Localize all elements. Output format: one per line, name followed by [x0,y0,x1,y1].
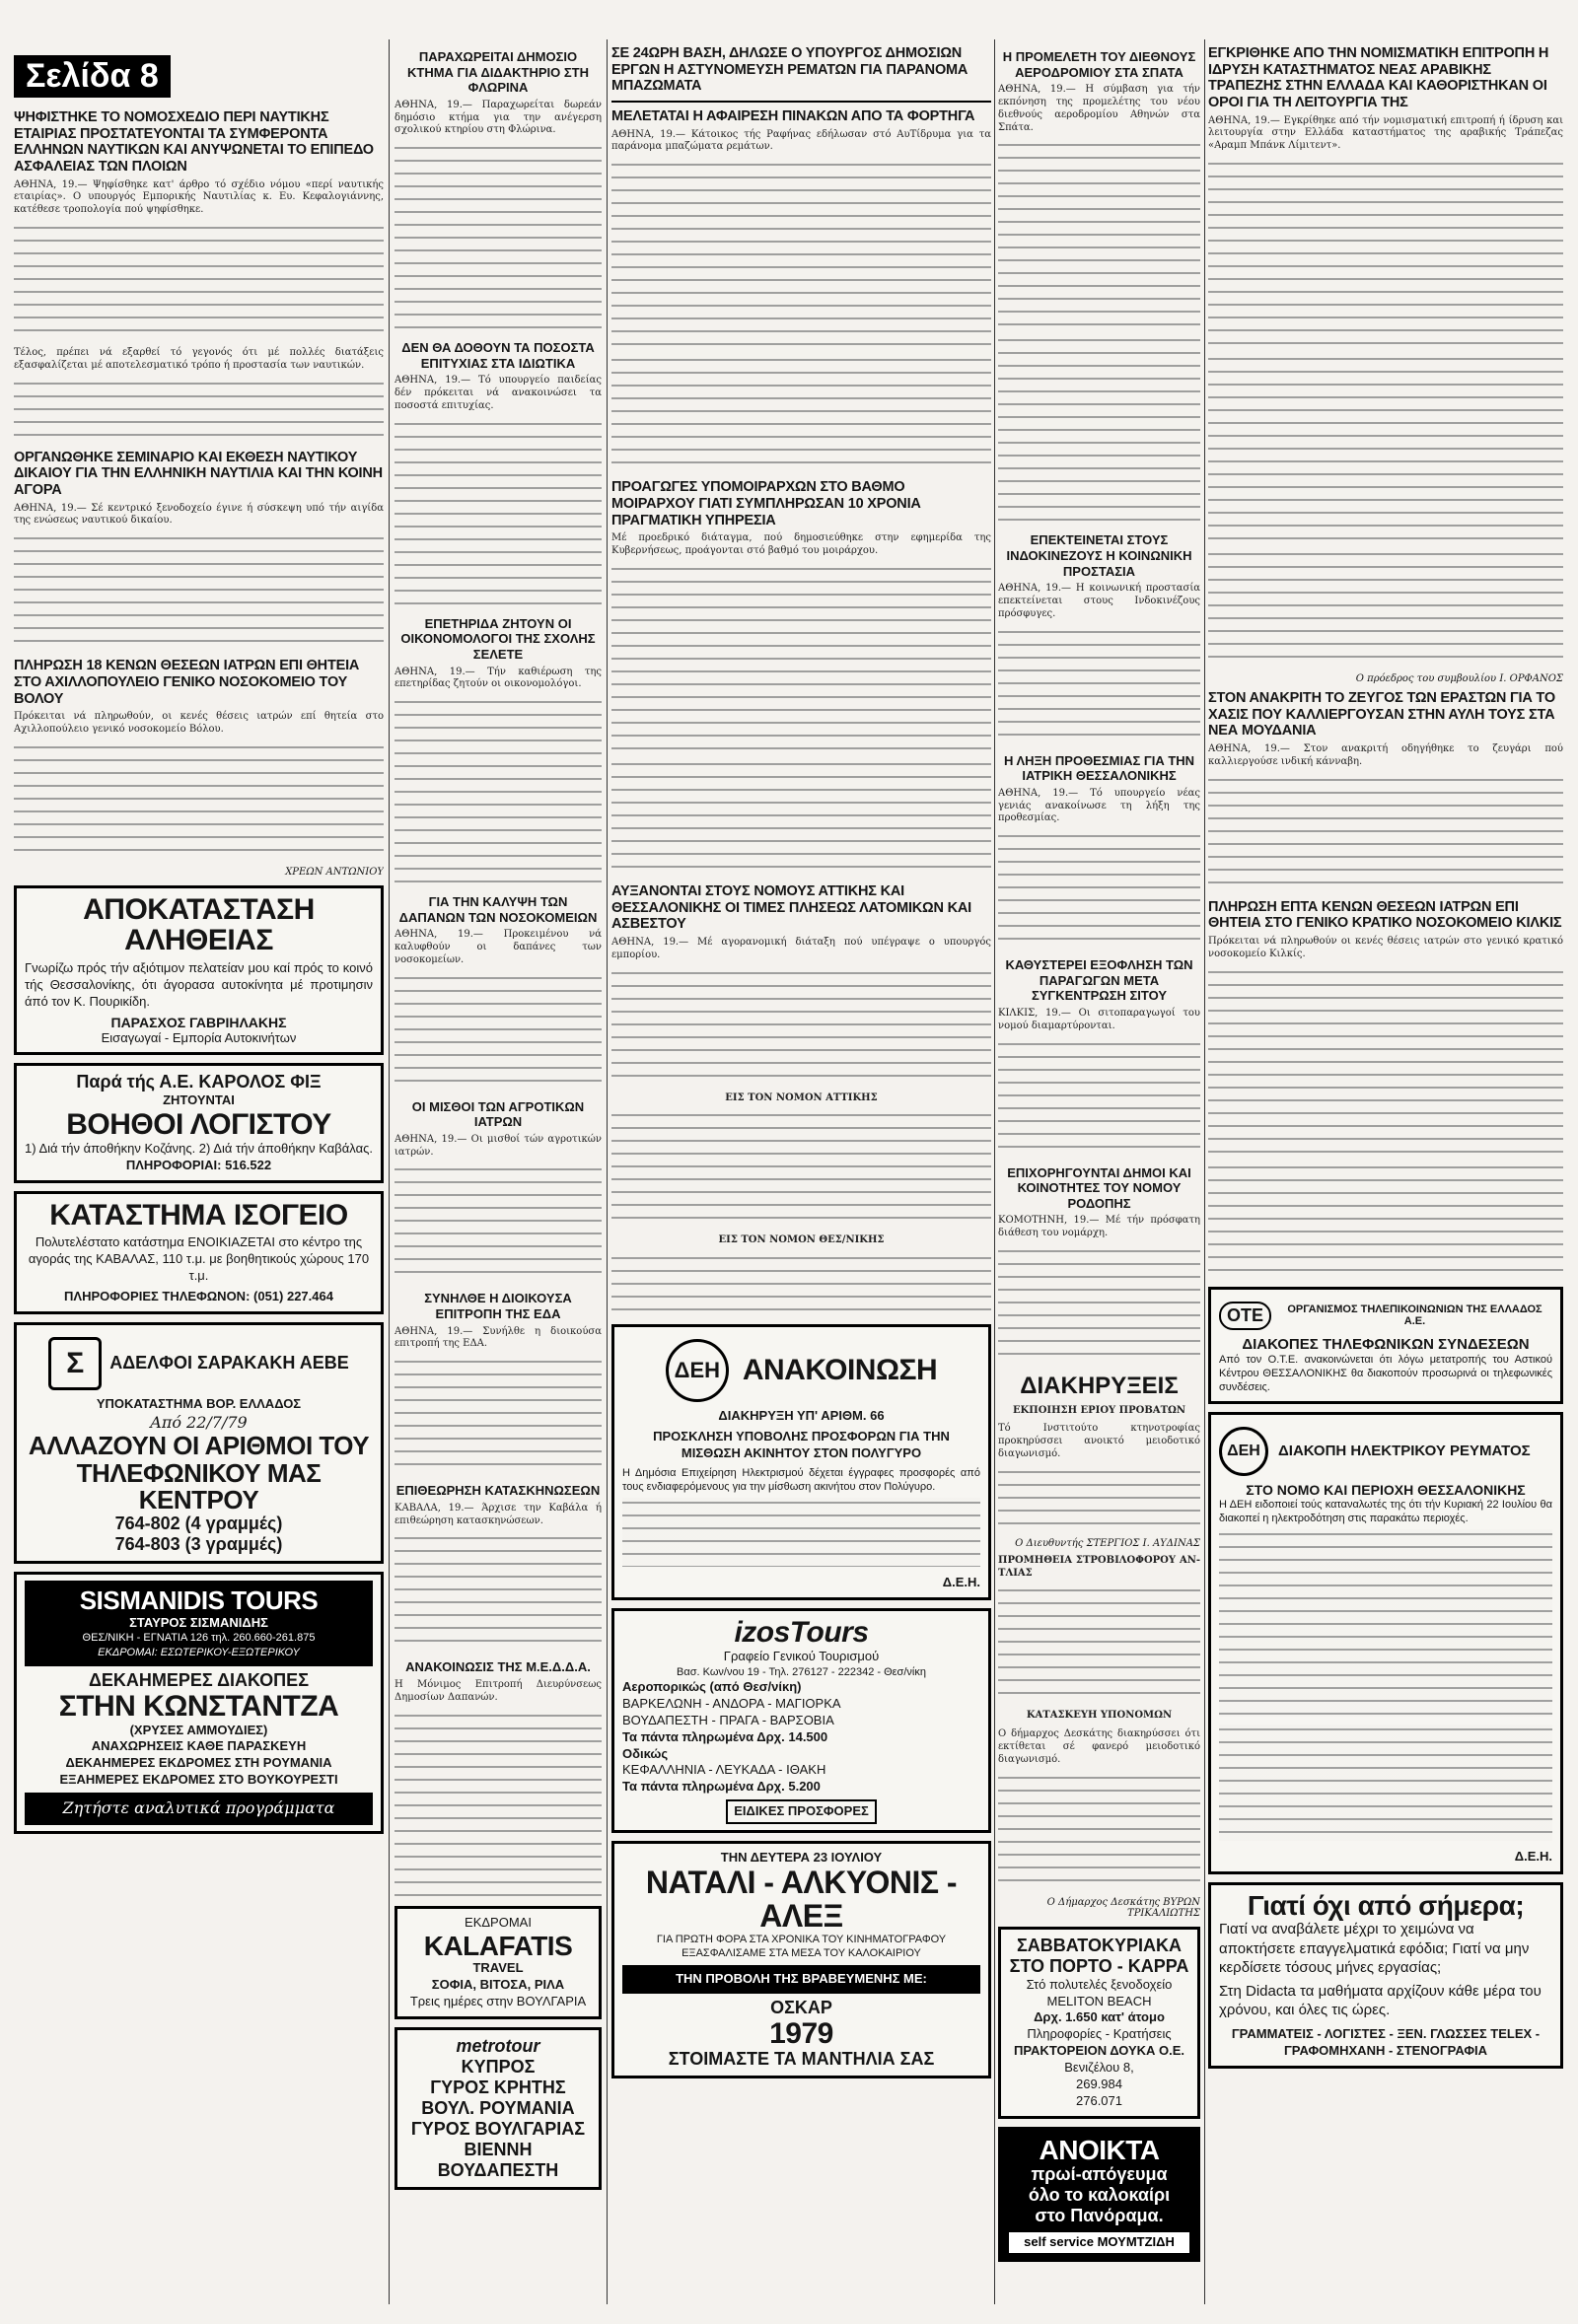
ad-title: ΣΑΒΒΑΤΟΚΥΡΙΑΚΑ ΣΤΟ ΠΟΡΤΟ - ΚΑΡΡΑ [1009,1935,1189,1976]
article-text: Πρόκειται νά πληρωθούν, οι κενές θέσεις ιατρών επί θητεία στο Αχιλλοπούλειο γενικό νοσοκομείο Βόλου. [14,711,384,736]
ad-hotel: Στό πολυτελές ξενοδοχείο MELITON BEACH [1026,1976,1173,2008]
ad-apokatastasi [14,885,384,1056]
article-text-block [14,533,384,650]
article-text-block [394,697,602,884]
ad-line: Τα πάντα πληρωμένα Δρχ. 14.500 [622,1728,828,1744]
headline: ΠΡΟΑΓΩΓΕΣ ΥΠΟΜΟΙΡΑΡΧΩΝ ΣΤΟ ΒΑΘΜΟ ΜΟΙΡΑΡΧΟΥ ΓΙΑΤΙ ΣΥΜΠΛΗΡΩΣΑΝ 10 ΧΡΟΝΙΑ ΠΡΑΓΜΑΤΙΚΗ ΥΠΗΡΕΣΙΑ [611,479,921,528]
article-text: ΑΘΗΝΑ, 19.— Η κοινωνική προστασία επεκτείνεται στους Ινδοκινέζους πρόσφυγες. [998,583,1200,619]
article-text-block [611,759,991,876]
ad-line: ΔΕΚΑΗΜΕΡΕΣ ΕΚΔΡΟΜΕΣ ΣΤΗ ΡΟΥΜΑΝΙΑ [65,1755,332,1771]
column-4 [998,39,1200,2314]
headline: ΕΠΙΧΟΡΗΓΟΥΝΤΑΙ ΔΗΜΟΙ ΚΑΙ ΚΟΙΝΟΤΗΤΕΣ ΤΟΥ ΝΟΜΟΥ ΡΟΔΟΠΗΣ [1007,1164,1191,1211]
article-text-block [998,831,1200,948]
article-text: Μέ προεδρικό διάταγμα, πού δημοσιεύθηκε στην εφημερίδα της Κυβερνήσεως, προάγονται στό βαθμό του μοιράρχου. [611,532,991,557]
ad-tag: TRAVEL [472,1959,524,1975]
article-signature: Ο Διευθυντής ΣΤΕΡΓΙΟΣ Ι. ΑΥΔΙΝΑΣ [1015,1537,1200,1549]
article-text-block [394,143,602,330]
subhead: ΚΑΤΑΣΚΕΥΗ ΥΠΟΝΟΜΩΝ [1026,1710,1173,1722]
ad-line: ΔΕΚΑΗΜΕΡΕΣ ΔΙΑΚΟΠΕΣ [88,1670,309,1691]
ad-date: ΤΗΝ ΔΕΥΤΕΡΑ 23 ΙΟΥΛΙΟΥ [720,1850,883,1866]
ad-text: Τρεις ημέρες στην ΒΟΥΛΓΑΡΙΑ [409,1993,587,2008]
headline: ΕΠΕΤΗΡΙΔΑ ΖΗΤΟΥΝ ΟΙ ΟΙΚΟΝΟΜΟΛΟΓΟΙ ΤΗΣ ΣΧΟΛΗΣ ΣΕΛΕΤΕ [400,615,596,662]
ad-line: στο Πανόραμα. [1035,2206,1164,2226]
article-text-block [1208,967,1563,1155]
headline: ΓΙΑ ΤΗΝ ΚΑΛΥΨΗ ΤΩΝ ΔΑΠΑΝΩΝ ΤΩΝ ΝΟΣΟΚΟΜΕΙΩΝ [398,894,598,925]
ad-sign: Δ.Ε.Η. [1514,1849,1552,1865]
ote-logo: ΟΤΕ [1219,1302,1271,1330]
ad-banner [622,1965,980,1994]
article-text-block [998,140,1200,327]
ad-line: ΚΕΦΑΛΛΗΝΙΑ - ΛΕΥΚΑΔΑ - ΙΘΑΚΗ [622,1762,826,1778]
ad-year: 1979 [769,2016,833,2050]
ad-text: Η ΔΕΗ ειδοποιεί τούς καταναλωτές της ότι τήν Κυριακή 22 Ιουλίου θα διακοπεί η ηλεκτροδότηση στις παρακάτω περιοχές. [1219,1498,1552,1524]
ad-line: πρωί-απόγευμα [1031,2164,1168,2185]
subhead: ΕΚΠΟΙΗΣΗ ΕΡΙΟΥ ΠΡΟΒΑΤΩΝ [1012,1404,1186,1416]
article-text: ΑΘΗΝΑ, 19.— Στον ανακριτή οδηγήθηκε το ζευγάρι πού καλλιεργούσε ινδική κάνναβη. [1208,743,1563,767]
ad-text: Πολυτελέστατο κατάστημα ΕΝΟΙΚΙΑΖΕΤΑΙ στο κέντρο της αγοράς της ΚΑΒΑΛΑΣ, 110 τ.μ. με βοηθητικούς χώρους 170 τ.μ. [28,1234,370,1283]
ad-tag: ΕΚΔΡΟΜΑΙ: ΕΣΩΤΕΡΙΚΟΥ-ΕΞΩΤΕΡΙΚΟΥ [98,1646,300,1658]
article-text-block [394,1164,602,1281]
article-text-block [998,1039,1200,1156]
ad-didacta [1208,1882,1563,2069]
article-text-block [394,1711,602,1898]
article-signature: Ο πρόεδρος του συμβουλίου Ι. ΟΡΦΑΝΟΣ [1355,673,1563,685]
article-text-block [998,1773,1200,1889]
ad-dest: ΣΟΦΙΑ, ΒΙΤΟΣΑ, ΡΙΛΑ [431,1976,565,1992]
ad-line: 1) Διά τήν άποθήκην Κοζάνης. 2) Διά τήν άποθήκην Καβάλας. [25,1140,373,1156]
article-text: ΑΘΗΝΑ, 19.— Εγκρίθηκε από τήν νομισματική επιτροπή ή ίδρυση και λειτουργία στην Ελλάδα καταστήματος της αραβικής Τράπεζας «Αραμπ Μπάνκ Λίμιτεντ». [1208,114,1563,152]
article-text: ΑΘΗΝΑ, 19.— Οι μισθοί τών αγροτικών ιατρών. [394,1133,602,1158]
ad-small: ΕΚΔΡΟΜΑΙ [465,1914,532,1930]
ad-text: Από τον Ο.Τ.Ε. ανακοινώνεται ότι λόγω μετατροπής του Αστικού Κέντρου ΘΕΣΣΑΛΟΝΙΚΗΣ θα διακοπούν προσωρινά οι τηλεφωνικές συνδέσεις. [1219,1353,1552,1394]
ad-izos-tours [611,1608,991,1833]
ad-road: Οδικώς [622,1745,669,1761]
ad-text: Στη Didacta τα μαθήματα αρχίζουν κάθε μέρα του χρόνου, και όλες τις ώρες. [1219,1982,1542,2019]
ad-company: metrotour [456,2035,540,2056]
headline: ΟΙ ΜΙΣΘΟΙ ΤΩΝ ΑΓΡΟΤΙΚΩΝ ΙΑΤΡΩΝ [411,1098,585,1130]
ad-title: ΑΛΛΑΖΟΥΝ ΟΙ ΑΡΙΘΜΟΙ ΤΟΥ ΤΗΛΕΦΩΝΙΚΟΥ ΜΑΣ ΚΕΝΤΡΟΥ [28,1431,370,1514]
article-text: ΚΟΜΟΤΗΝΗ, 19.— Μέ τήν πρόσφατη διάθεση του νομάρχη. [998,1215,1200,1239]
ad-agency: ΠΡΑΚΤΟΡΕΙΟΝ ΔΟΥΚΑ Ο.Ε. [1013,2043,1185,2059]
ad-signer-role: Εισαγωγαί - Εμπορία Αυτοκινήτων [101,1029,297,1045]
article-text-block [1208,549,1563,666]
ad-phone: 764-803 (3 γραμμές) [114,1534,283,1555]
ad-title: Γιατί όχι από σήμερα; [1247,1890,1525,1921]
headline: ΔΕΝ ΘΑ ΔΟΘΟΥΝ ΤΑ ΠΟΣΟΣΤΑ ΕΠΙΤΥΧΙΑΣ ΣΤΑ ΙΔΙΩΤΙΚΑ [401,340,595,371]
article-text: ΑΘΗΝΑ, 19.— Κάτοικος τής Ραφήνας εδήλωσαν στό ΑυΤίδρυμα για τα παράνομα μπαζώματα ρεμάτων. [611,128,991,153]
article-text: ΑΘΗΝΑ, 19.— Συνήλθε η διοικούσα επιτροπή της ΕΔΑ. [394,1325,602,1350]
ad-info: Πληροφορίες - Κρατήσεις [1027,2026,1172,2042]
headline: ΠΑΡΑΧΩΡΕΙΤΑΙ ΔΗΜΟΣΙΟ ΚΤΗΜΑ ΓΙΑ ΔΙΔΑΚΤΗΡΙΟ ΣΤΗ ΦΛΩΡΙΝΑ [406,49,590,96]
ad-phone: ΠΛΗΡΟΦΟΡΙΕΣ ΤΗΛΕΦΩΝΟΝ: (051) 227.464 [64,1288,333,1303]
article-text-block [998,1585,1200,1702]
ad-line: ΖΗΤΟΥΝΤΑΙ [163,1092,235,1108]
article-text: ΑΘΗΝΑ, 19.— Η σύμβαση για τήν εκπόνηση της προμελέτης του νέου διεθνούς αεροδρομίου Αθηνών στα Σπάτα. [998,84,1200,133]
ad-film [611,1841,991,2078]
article-signature: Ο Δήμαρχος Δεσκάτης ΒΥΡΩΝ ΤΡΙΚΑΛΙΩΤΗΣ [1046,1896,1200,1919]
ad-line: ΓΥΡΟΣ ΒΟΥΛΓΑΡΙΑΣ [410,2118,586,2139]
ad-heading: ΣΤΟ ΝΟΜΟ ΚΑΙ ΠΕΡΙΟΧΗ ΘΕΣΣΑΛΟΝΙΚΗΣ [1246,1481,1526,1498]
ad-phone: 764-802 (4 γραμμές) [114,1514,283,1534]
article-text: Ο δήμαρχος Δεσκάτης διακηρύσσει ότι εκτίθεται σέ φανερό μειοδοτικό διαγωνισμό. [998,1728,1200,1765]
headline: ΜΕΛΕΤΑΤΑΙ Η ΑΦΑΙΡΕΣΗ ΠΙΝΑΚΩΝ ΑΠΟ ΤΑ ΦΟΡΤΗΓΑ [611,108,975,125]
article-text-block [998,1246,1200,1363]
article-text-block [394,973,602,1090]
article-text: ΑΘΗΝΑ, 19.— Τό υπουργείο παιδείας δέν πρόκειται νά ανακοινώσει τα ποσοστά επιτυχίας. [394,375,602,411]
ad-text-block [1219,1529,1552,1717]
article-text: ΑΘΗΝΑ, 19.— Προκειμένου νά καλυφθούν οι δαπάνες των νοσοκομείων. [394,929,602,965]
headline: ΟΡΓΑΝΩΘΗΚΕ ΣΕΜΙΝΑΡΙΟ ΚΑΙ ΕΚΘΕΣΗ ΝΑΥΤΙΚΟΥ ΔΙΚΑΙΟΥ ΓΙΑ ΤΗΝ ΕΛΛΗΝΙΚΗ ΝΑΥΤΙΛΙΑ ΚΑΙ ΤΗΝ ΚΟΙΝΗ ΑΓΟΡΑ [14,449,383,499]
ad-karolos-fix [14,1063,384,1182]
article-text-block [1208,1162,1563,1279]
headline: ΑΝΑΚΟΙΝΩΣΙΣ ΤΗΣ Μ.Ε.Δ.Δ.Α. [405,1659,591,1675]
ad-branch: ΥΠΟΚΑΤΑΣΤΗΜΑ ΒΟΡ. ΕΛΛΑΔΟΣ [96,1395,302,1411]
page-number: Σελίδα 8 [14,55,171,98]
ad-sarakakis [14,1322,384,1565]
article-text: Η Μόνιμος Επιτροπή Διευρύνσεως Δημοσίων Δαπανών. [394,1679,602,1703]
ad-line: (ΧΡΥΣΕΣ ΑΜΜΟΥΔΙΕΣ) [129,1722,268,1737]
subhead: ΕΙΣ ΤΟΝ ΝΟΜΟΝ ΑΤΤΙΚΗΣ [725,1092,878,1103]
ad-kalafatis-travel [394,1906,602,2019]
article-text-block [611,1110,991,1227]
article-text-block [998,627,1200,743]
headline: ΨΗΦΙΣΤΗΚΕ ΤΟ ΝΟΜΟΣΧΕΔΙΟ ΠΕΡΙ ΝΑΥΤΙΚΗΣ ΕΤΑΙΡΙΑΣ ΠΡΟΣΤΑΤΕΥΟΝΤΑΙ ΤΑ ΣΥΜΦΕΡΟΝΤΑ ΕΛΛΗΝΩΝ ΝΑΥΤΙΚΩΝ ΚΑΙ ΑΝΥΨΩΝΕΤΑΙ ΤΟ ΕΠΙΠΕΔΟ ΑΣΦΑΛΕΙΑΣ ΤΩΝ ΠΛΟΙΩΝ [14,109,374,176]
column-rule [389,39,390,2304]
ad-phone: 276.071 [1076,2092,1122,2108]
ad-line: ΓΥΡΟΣ ΚΡΗΤΗΣ [430,2077,566,2097]
article-text-block [611,355,991,471]
ad-line: Τα πάντα πληρωμένα Δρχ. 5.200 [622,1779,821,1795]
ad-title: ΔΙΑΚΟΠΗ ΗΛΕΚΤΡΙΚΟΥ ΡΕΥΜΑΤΟΣ [1278,1443,1531,1460]
ad-company: SISMANIDIS TOURS [79,1585,319,1616]
ad-signer: ΠΑΡΑΣΧΟΣ ΓΑΒΡΙΗΛΑΚΗΣ [110,1014,287,1030]
ad-company: KALAFATIS [423,1930,573,1961]
headline: ΕΠΕΚΤΕΙΝΕΤΑΙ ΣΤΟΥΣ ΙΝΔΟΚΙΝΕΖΟΥΣ Η ΚΟΙΝΩΝΙΚΗ ΠΡΟΣΤΑΣΙΑ [1006,532,1192,579]
ad-sismanidis-tours [14,1572,384,1834]
ad-line: ΕΞΑΗΜΕΡΕΣ ΕΚΔΡΟΜΕΣ ΣΤΟ ΒΟΥΚΟΥΡΕΣΤΙ [59,1772,338,1788]
article-text: ΚΙΛΚΙΣ, 19.— Οι σιτοπαραγωγοί του νομού διαμαρτύρονται. [998,1007,1200,1031]
article-text: ΑΘΗΝΑ, 19.— Παραχωρείται δωρεάν δημόσιο κτήμα για την ανέγερση σχολικού κτηρίου στη Φλώρινα. [394,99,602,136]
ad-badge: ΕΙΔΙΚΕΣ ΠΡΟΣΦΟΡΕΣ [726,1799,877,1824]
article-text-block [998,1467,1200,1530]
ad-anoikta [998,2127,1200,2262]
headline: ΣΕ 24ΩΡΗ ΒΑΣΗ, ΔΗΛΩΣΕ Ο ΥΠΟΥΡΓΟΣ ΔΗΜΟΣΙΩΝ ΕΡΓΩΝ Η ΑΣΤΥΝΟΜΕΥΣΗ ΡΕΜΑΤΩΝ ΓΙΑ ΠΑΡΑΝΟΜΑ ΜΠΑΖΩΜΑΤΑ [611,45,968,95]
ad-banner-text: ΤΗΝ ΠΡΟΒΟΛΗ ΤΗΣ ΒΡΑΒΕΥΜΕΝΗΣ ΜΕ: [676,1970,927,1986]
subhead: ΕΙΣ ΤΟΝ ΝΟΜΟΝ ΘΕΣ/ΝΙΚΗΣ [718,1234,885,1246]
ad-footer: ΓΡΑΜΜΑΤΕΙΣ - ΛΟΓΙΣΤΕΣ - ΞΕΝ. ΓΛΩΣΣΕΣ TELEX - ΓΡΑΦΟΜΗΧΑΝΗ - ΣΤΕΝΟΓΡΑΦΙΑ [1231,2025,1541,2058]
ad-title: ΣΤΗΝ ΚΩΝΣΤΑΝΤΖΑ [58,1690,339,1724]
article-text-block [611,968,991,1085]
ad-date: Από 22/7/79 [150,1412,248,1432]
ad-line: ΒΟΥΔΑΠΕΣΤΗ - ΠΡΑΓΑ - ΒΑΡΣΟΒΙΑ [622,1712,834,1727]
article-text-block [1208,159,1563,346]
ad-isogeio [14,1191,384,1314]
headline: Η ΛΗΞΗ ΠΡΟΘΕΣΜΙΑΣ ΓΙΑ ΤΗΝ ΙΑΤΡΙΚΗ ΘΕΣΣΑΛΟΝΙΚΗΣ [1003,752,1195,784]
article-text-block [394,1357,602,1473]
ad-owner: ΣΤΑΥΡΟΣ ΣΙΣΜΑΝΙΔΗΣ [129,1614,268,1630]
ad-address: Γραφείο Γενικού Τουρισμού [723,1648,880,1663]
ad-sub: ΓΙΑ ΠΡΩΤΗ ΦΟΡΑ ΣΤΑ ΧΡΟΝΙΚΑ ΤΟΥ ΚΙΝΗΜΑΤΟΓΡΑΦΟΥ ΕΞΑΣΦΑΛΙΣΑΜΕ ΣΤΑ ΜΕΣΑ ΤΟΥ ΚΑΛΟΚΑΙΡΙΟΥ [656,1934,947,1960]
article-text: Πρόκειται νά πληρωθούν οι κενές θέσεις ιατρών στο γενικό κρατικό νοσοκομείο Κιλκίς. [1208,936,1563,959]
headline: ΠΛΗΡΩΣΗ ΕΠΤΑ ΚΕΝΩΝ ΘΕΣΕΩΝ ΙΑΤΡΩΝ ΕΠΙ ΘΗΤΕΙΑ ΣΤΟ ΓΕΝΙΚΟ ΚΡΑΤΙΚΟ ΝΟΣΟΚΟΜΕΙΟ ΚΙΛΚΙΣ [1208,898,1562,932]
article-text: ΑΘΗΝΑ, 19.— Μέ αγορανομική διάταξη πού υπέγραψε ο υπουργός εμπορίου. [611,936,991,960]
ad-title: ΝΑΤΑΛΙ - ΑΛΚΥΟΝΙΣ - ΑΛΕΞ [645,1864,958,1934]
article-text-block [394,419,602,606]
article-text-block [611,160,991,347]
ad-price: Δρχ. 1.650 κατ' άτομο [1034,2009,1165,2025]
ad-line: ΑΝΑΧΩΡΗΣΕΙΣ ΚΑΘΕ ΠΑΡΑΣΚΕΥΗ [91,1738,307,1754]
headline: ΣΤΟΝ ΑΝΑΚΡΙΤΗ ΤΟ ΖΕΥΓΟΣ ΤΩΝ ΕΡΑΣΤΩΝ ΓΙΑ ΤΟ ΧΑΣΙΣ ΠΟΥ ΚΑΛΛΙΕΡΓΟΥΣΑΝ ΣΤΗΝ ΑΥΛΗ ΤΟΥΣ ΣΤΑ ΝΕΑ ΜΟΥΔΑΝΙΑ [1208,690,1555,739]
ad-deh-diakopi [1208,1412,1563,1874]
column-1 [14,55,384,2314]
article-text-block [611,1253,991,1316]
ad-text-block [1219,1725,1552,1841]
article-text-block [1208,775,1563,891]
article-text-block [998,335,1200,523]
deh-logo: ΔΕΗ [666,1339,729,1402]
column-5 [1208,39,1563,2314]
ad-sub: ΔΙΑΚΗΡΥΞΗ ΥΠ' ΑΡΙΘΜ. 66 [718,1408,885,1424]
ad-address: Βενιζέλου 8, [1064,2060,1134,2076]
ad-text-block [622,1498,980,1567]
ad-phone: Βασ. Κων/νου 19 - Τηλ. 276127 - 222342 - Θεσ/νίκη [677,1665,926,1678]
ad-org: ΟΡΓΑΝΙΣΜΟΣ ΤΗΛΕΠΙΚΟΙΝΩΝΙΩΝ ΤΗΣ ΕΛΛΑΔΟΣ Α.Ε. [1287,1303,1542,1328]
article-text: ΚΑΒΑΛΑ, 19.— Άρχισε την Καβάλα ή επιθεώρηση κατασκηνώσεων. [394,1502,602,1526]
ad-metrotour [394,2027,602,2190]
headline: ΣΥΝΗΛΘΕ Η ΔΙΟΙΚΟΥΣΑ ΕΠΙΤΡΟΠΗ ΤΗΣ ΕΔΑ [424,1291,572,1322]
ad-title: ΑΠΟΚΑΤΑΣΤΑΣΗ ΑΛΗΘΕΙΑΣ [83,892,315,957]
ad-company: ΑΔΕΛΦΟΙ ΣΑΡΑΚΑΚΗ ΑΕΒΕ [109,1353,349,1373]
ad-porto-karras [998,1927,1200,2119]
ad-phone: 269.984 [1076,2076,1122,2091]
article-text: ΑΘΗΝΑ, 19.— Τήν καθιέρωση της επετηρίδας ζητούν οι οικονομολόγοι. [394,666,602,690]
ad-address: ΘΕΣ/ΝΙΚΗ - ΕΓΝΑΤΙΑ 126 τηλ. 260.660-261.875 [82,1632,316,1645]
ad-oscar: ΟΣΚΑΡ [770,1997,832,2017]
ad-title: ΔΙΑΚΟΠΕΣ ΤΗΛΕΦΩΝΙΚΩΝ ΣΥΝΔΕΣΕΩΝ [1242,1335,1530,1353]
headline: ΑΥΞΑΝΟΝΤΑΙ ΣΤΟΥΣ ΝΟΜΟΥΣ ΑΤΤΙΚΗΣ ΚΑΙ ΘΕΣΣΑΛΟΝΙΚΗΣ ΟΙ ΤΙΜΕΣ ΠΛΗΣΕΩΣ ΛΑΤΟΜΙΚΩΝ ΚΑΙ ΑΣΒΕΣΤΟΥ [611,882,971,933]
ad-footer-text: Ζητήστε αναλυτικά προγράμματα [62,1798,335,1818]
article-text: Τέλος, πρέπει νά εξαρθεί τό γεγονός ότι μέ πολλές διατάξεις εξασφαλίζεται μέ αποτελεσματικό τρόπο ή προστασία των ναυτικών. [14,347,384,371]
ad-line: ΚΥΠΡΟΣ [461,2056,536,2077]
ad-text: Η Δημόσια Επιχείρηση Ηλεκτρισμού δέχεται έγγραφες προσφορές από τους ενδιαφερόμενους για την μίσθωση ακινήτου στον Πολύγυρο. [622,1466,980,1494]
ad-line: ΒΑΡΚΕΛΩΝΗ - ΑΝΔΟΡΑ - ΜΑΓΙΟΡΚΑ [622,1695,841,1711]
article-text-block [14,379,384,442]
headline: Η ΠΡΟΜΕΛΕΤΗ ΤΟΥ ΔΙΕΘΝΟΥΣ ΑΕΡΟΔΡΟΜΙΟΥ ΣΤΑ ΣΠΑΤΑ [1002,49,1196,80]
ad-company: izosTours [734,1616,869,1650]
ad-line: όλο το καλοκαίρι [1028,2185,1171,2206]
ad-ote [1208,1287,1563,1404]
article-text: ΑΘΗΝΑ, 19.— Σέ κεντρικό ξενοδοχείο έγινε ή σύσκεψη υπό τήν αιγίδα της ενώσεως ναυτικού δικαίου. [14,502,384,527]
ad-header [25,1581,373,1666]
article-text: Τό Ινστιτούτο κτηνοτροφίας προκηρύσσει ανοικτό μειοδοτικό διαγωνισμό. [998,1423,1200,1460]
column-rule [607,39,608,2304]
column-rule [1204,39,1205,2304]
ad-title: ΑΝΟΙΚΤΑ [1039,2134,1160,2165]
ad-deh-anakoinosi [611,1324,991,1600]
ad-store: self service ΜΟΥΜΤΖΙΔΗ [1009,2232,1189,2253]
article-text: ΑΘΗΝΑ, 19.— Ψηφίσθηκε κατ' άρθρο τό σχέδιο νόμου «περί ναυτικής εταιρίας». Ο υπουργός Εμπορικής Ναυτιλίας κ. Ευ. Κεφαλογιάννης, κατέθεσε τροπολογία πού ψηφίσθηκε. [14,178,384,216]
column-rule [994,39,995,2304]
article-text-block [14,223,384,339]
deh-logo: ΔΕΗ [1219,1427,1268,1476]
section-heading: ΔΙΑΚΗΡΥΞΕΙΣ [1020,1372,1179,1399]
headline: ΕΠΙΘΕΩΡΗΣΗ ΚΑΤΑΣΚΗΝΩΣΕΩΝ [395,1483,601,1499]
headline: ΚΑΘΥΣΤΕΡΕΙ ΕΞΟΦΛΗΣΗ ΤΩΝ ΠΑΡΑΓΩΓΩΝ ΜΕΤΑ ΣΥΓΚΕΝΤΡΩΣΗ ΣΙΤΟΥ [1005,957,1193,1004]
column-2 [394,39,602,2314]
ad-line: Παρά τής Α.Ε. ΚΑΡΟΛΟΣ ΦΙΞ [76,1072,322,1092]
ad-line: ΒΙΕΝΝΗ ΒΟΥΔΑΠΕΣΤΗ [437,2139,559,2180]
ad-phone: ΠΛΗΡΟΦΟΡΙΑΙ: 516.522 [125,1157,272,1172]
ad-title: ΑΝΑΚΟΙΝΩΣΗ [742,1354,938,1387]
headline: ΠΛΗΡΩΣΗ 18 ΚΕΝΩΝ ΘΕΣΕΩΝ ΙΑΤΡΩΝ ΕΠΙ ΘΗΤΕΙΑ ΣΤΟ ΑΧΙΛΛΟΠΟΥΛΕΙΟ ΓΕΝΙΚΟ ΝΟΣΟΚΟΜΕΙΟ ΤΟΥ ΒΟΛΟΥ [14,658,360,707]
ad-heading: ΠΡΟΣΚΛΗΣΗ ΥΠΟΒΟΛΗΣ ΠΡΟΣΦΟΡΩΝ ΓΙΑ ΤΗΝ ΜΙΣΘΩΣΗ ΑΚΙΝΗΤΟΥ ΣΤΟΝ ΠΟΛΥΓΥΡΟ [653,1428,950,1460]
subhead: ΠΡΟΜΗΘΕΙΑ ΣΤΡΟΒΙΛΟΦΟΡΟΥ ΑΝ-ΤΛΙΑΣ [998,1554,1200,1579]
ad-tagline: ΣΤΟΙΜΑΣΤΕ ΤΑ ΜΑΝΤΗΛΙΑ ΣΑΣ [668,2049,935,2070]
sarakakis-logo: Σ [48,1337,102,1390]
ad-title: ΒΟΗΘΟΙ ΛΟΓΙΣΤΟΥ [66,1108,331,1142]
ad-sign: Δ.Ε.Η. [942,1575,980,1590]
ad-text: Γιατί να αναβάλετε μέχρι το χειμώνα να αποκτήσετε επαγγελματικά εφόδια; Γιατί να μην κερδίσετε τόσους μήνες εργασίας; [1219,1921,1530,1977]
ad-line: ΒΟΥΛ. ΡΟΥΜΑΝΙΑ [421,2097,575,2118]
article-text-block [1208,354,1563,541]
ad-text: Γνωρίζω πρός τήν αξιότιμον πελατείαν μου καί πρός το κοινό τής Θεσσαλονίκης, ότι άγορασα αυτοκίνητα μέ προτιμησιν άπό τον Κ. Πουρικίδη. [25,959,373,1009]
article-signature: ΧΡΕΩΝ ΑΝΤΩΝΙΟΥ [285,866,384,878]
article-text-block [611,564,991,751]
ad-footer [25,1793,373,1825]
article-text: ΑΘΗΝΑ, 19.— Τό υπουργείο νέας γενιάς ανακοίνωσε τη λήξη της προθεσμίας. [998,787,1200,824]
article-text-block [14,742,384,859]
headline: ΕΓΚΡΙΘΗΚΕ ΑΠΟ ΤΗΝ ΝΟΜΙΣΜΑΤΙΚΗ ΕΠΙΤΡΟΠΗ Η ΙΔΡΥΣΗ ΚΑΤΑΣΤΗΜΑΤΟΣ ΝΕΑΣ ΑΡΑΒΙΚΗΣ ΤΡΑΠΕΖΗΣ ΣΤΗΝ ΕΛΛΑΔΑ ΚΑΙ ΚΑΘΟΡΙΣΤΗΚΑΝ ΟΙ ΟΡΟΙ ΓΙΑ ΤΗ ΛΕΙΤΟΥΡΓΙΑ ΤΗΣ [1208,45,1549,111]
ad-flights: Αεροπορικώς (από Θεσ/νίκη) [622,1678,802,1694]
column-3 [611,39,991,2314]
article-text-block [394,1533,602,1650]
ad-title: ΚΑΤΑΣΤΗΜΑ ΙΣΟΓΕΙΟ [49,1198,348,1232]
